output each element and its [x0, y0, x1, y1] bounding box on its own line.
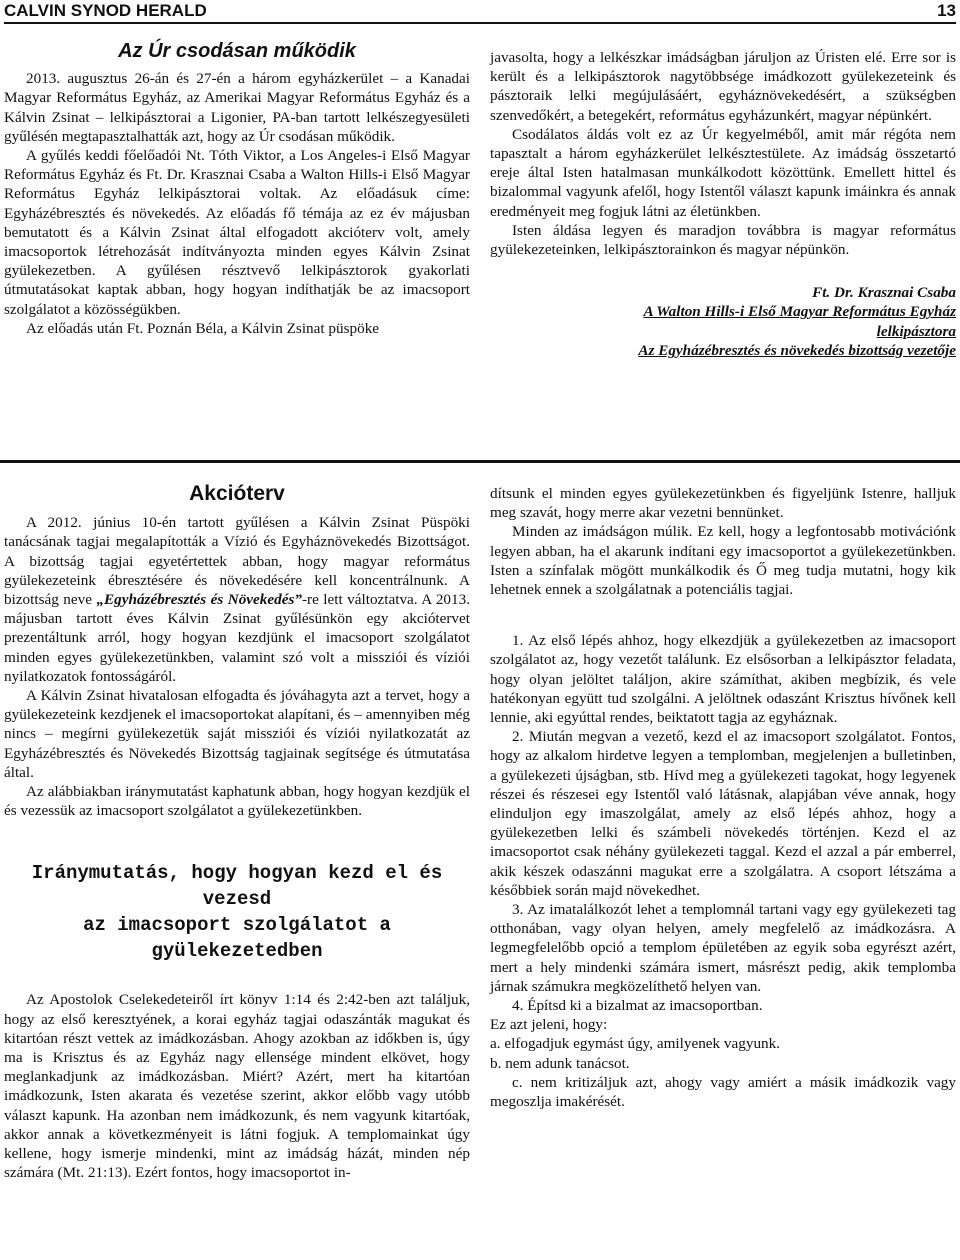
article3-title-line2: az imacsoport szolgálatot a gyülekezetedben	[83, 914, 391, 963]
article2-left-column	[4, 484, 470, 1182]
step-3: 3. Az imatalálkozót lehet a templomnál tartani vagy egy gyülekezeti tag otthonában, vagy olyan helyen, amely megfelelő az imádkozásra. A legmegfelelőbb opció a templom épületében az egyik soba egyrészt azért, mert a hely mindenki számára ismert, másrészt pedig, akik templomba járnak számukra megközelíthető helyen van.	[490, 901, 956, 995]
signature-committee: Az Egyházébresztés és növekedés bizottság vezetője	[638, 341, 956, 359]
article1-paragraph: A gyűlés keddi főelőadói Nt. Tóth Viktor, a Los Angeles-i Első Magyar Református Egyház és Ft. Dr. Krasznai Csaba a Walton Hills-i Első Magyar Református Egyház lelkipásztorai voltak. Az előadásuk címe: Egyházébresztés és növekedés. Az előadás fő témája az ez év májusban bemutatott és a Kálvin Zsinat által elfogadott akcióterv volt, amely imacsoportok létrehozását indítványozta minden egyes Kálvin Zsinat gyülekezetben. A gyűlésen résztvevő lelkipásztorok gyakorlati útmutatásokat kaptak abban, hogy hogyan indíthatják be az imacsoport szolgálatot a közösségükben.	[4, 147, 470, 318]
article2-paragraph: Az alábbiakban iránymutatást kaphatunk abban, hogy hogyan kezdjük el és vezessük az imacsoport szolgálatot a gyülekezetünkben.	[4, 783, 470, 820]
article3-paragraph: Az Apostolok Cselekedeteiről írt könyv 1:14 és 2:42-ben azt találjuk, hogy az első keresztyének, a korai egyház tagjai odaszánták magukat és kitartóan részt vettek az imádkozásban. Ahogy azokban az időkben is, úgy ma is Krisztus és az Egyház nagy ellensége mindent elkövet, hogy meglankadjunk az imádkozásban. Miért? Azért, mert ha kitartóan imádkozunk, Isten akarata és vezetése szerint, akkor előbb vagy utóbb választ kapunk. Ha azonban nem imádkozunk, és nem vagyunk kitartóak, akkor annak a következményeit is látni fogjuk. A templomainkat úgy kellene, hogy ismerje mindenki, mint az imádság házát, minden nép számára (Mt. 21:13). Ezért fontos, hogy imacsoportot in-	[4, 991, 470, 1182]
article2-paragraph: A Kálvin Zsinat hivatalosan elfogadta és jóváhagyta azt a tervet, hogy a gyülekezeteink kezdjenek el imacsoportokat alapítani, és – amennyiben még nincs – megírni gyülekezetük saját missziói és víziói nyilatkozatát az Egyházébresztés és Növekedés Bizottság tagjainak segítsége és útmutatása által.	[4, 687, 470, 781]
step-4: 4. Építsd ki a bizalmat az imacsoportban.	[512, 997, 763, 1015]
section-divider	[0, 460, 960, 463]
signature-role: lelkipásztora	[876, 322, 956, 340]
article3-right-column	[490, 484, 956, 1111]
signature-name: Ft. Dr. Krasznai Csaba	[812, 284, 956, 302]
page-header	[4, 0, 956, 24]
article3-title-line1: Iránymutatás, hogy hogyan kezd el és vezesd	[31, 862, 443, 911]
article1-paragraph: javasolta, hogy a lelkészkar imádságban járuljon az Úristen elé. Erre sor is került és a lelkipásztorok nagytöbbsége imádkozott gyülekezeteink és pásztoraik lelki megújulásáért, egyháznövekedésért, a szükségben szenvedőkért, a betegekért, református egyházunkért, magyar népünkért.	[490, 49, 956, 124]
list-item: c. nem kritizáljuk azt, ahogy vagy amiért a másik imádkozik vagy megoszlja imakérését.	[490, 1073, 956, 1111]
article1-right-column	[490, 48, 956, 360]
article1-paragraph: Isten áldása legyen és maradjon továbbra is magyar református gyülekezeteinken, lelkipásztorainkon és magyar népünkön.	[490, 221, 956, 259]
article1-title: Az Úr csodásan működik	[118, 40, 356, 62]
article1-paragraph: Csodálatos áldás volt ez az Úr kegyelméből, amit már régóta nem tapasztalt a három egyházkerület lelkésztestülete. Az imádság összetartó ereje által Isten hatalmasan munkálkodott közöttünk. Emellett hittel és bizalommal vagyunk afelől, hogy Istentől választ kapunk imáinkra és annak eredményeit meg fogjuk látni az életünkben.	[490, 125, 956, 220]
step-4-intro: Ez azt jeleni, hogy:	[490, 1016, 608, 1034]
step-1: 1. Az első lépés ahhoz, hogy elkezdjük a gyülekezetben az imacsoport szolgálatot az, hogy vezetőt találunk. Ez elsősorban a lelkipásztor feladata, hogy olyan jelöltet találjon, akire számíthat, akiben megbízik, és vele hatékonyan együtt tud szolgálni. A jelöltnek odaszánt Krisztus hívőnek kell lennie, aki egyúttal rendes, beiktatott tagja az egyháznak.	[490, 632, 956, 727]
committee-name-emphasis: „Egyházébresztés és Növekedés”	[96, 591, 302, 609]
article3-paragraph: dítsunk el minden egyes gyülekezetünkben és figyeljünk Istenre, halljuk meg szavát, hogy merre akar vezetni bennünket.	[490, 485, 956, 522]
publication-name: CALVIN SYNOD HERALD	[4, 1, 207, 20]
page-number: 13	[937, 1, 956, 20]
article1-left-column	[4, 42, 470, 338]
list-item: b. nem adunk tanácsot.	[490, 1054, 630, 1072]
article2-paragraph: A 2012. június 10-én tartott gyűlésen a Kálvin Zsinat Püspöki tanácsának tagjai megalapították a Vízió és Egyháznövekedés Bizottságot. A bizottság tagjai egyetértettek abban, hogy magyar református gyülekezeteink ébresztésére és növekedésére kell koncentrálnunk. A bizottság neve „Egyházébresztés és Növekedés”-re lett változtatva. A 2013. májusban tartott éves Kálvin Zsinat gyűlésünkön egy akciótervet prezentáltunk arról, hogy hogyan kezdjünk el imacsoport szolgálatot minden egyes gyülekezetünkben, valamint szó volt a missziói és víziói nyilatkozatok fontosságáról.	[4, 514, 470, 685]
article1-paragraph: 2013. augusztus 26-án és 27-én a három egyházkerület – a Kanadai Magyar Református Egyház, az Amerikai Magyar Református Egyház és a Kálvin Zsinat – lelkipásztorai a Ligonier, PA-ban tartott lelkészegyesületi gyűlésén megtapasztalhatták azt, hogy az Úr csodásan működik.	[4, 70, 470, 145]
article1-paragraph: Az előadás után Ft. Poznán Béla, a Kálvin Zsinat püspöke	[26, 319, 380, 337]
article3-paragraph: Minden az imádságon múlik. Ez kell, hogy a legfontosabb motivációnk legyen abban, ha el akarunk indítani egy imacsoportot a gyülekezetünkben. Isten a színfalak mögött munkálkodik és Ő meg tudja mutatni, hogy kik lehetnek ennek a szolgálatnak a potenciális tagjai.	[490, 523, 956, 599]
list-item: a. elfogadjuk egymást úgy, amilyenek vagyunk.	[490, 1035, 781, 1053]
step-2: 2. Miután megvan a vezető, kezd el az imacsoport szolgálatot. Fontos, hogy az alkalom hirdetve legyen a templomban, megjelenjen a bulletinben, a gyülekezeti újságban, stb. Hívd meg a gyülekezeti tagokat, hogy legyenek részei és részesei egy Istentől való látásnak, alapjában véve annak, hogy elinduljon egy imaszolgálat, amely az első lépés ahhoz, hogy a gyülekezetben lelki és számbeli növekedés történjen. Kezd el az imacsoportot csak néhány gyülekezeti taggal. Kezd el azzal a pár emberrel, akik készek odaszánni magukat erre a szolgálatra. A csoport létszáma a későbbiek során majd növekedhet.	[490, 728, 956, 899]
article2-title: Akcióterv	[189, 482, 285, 505]
signature-church: A Walton Hills-i Első Magyar Református Egyház	[643, 303, 956, 321]
